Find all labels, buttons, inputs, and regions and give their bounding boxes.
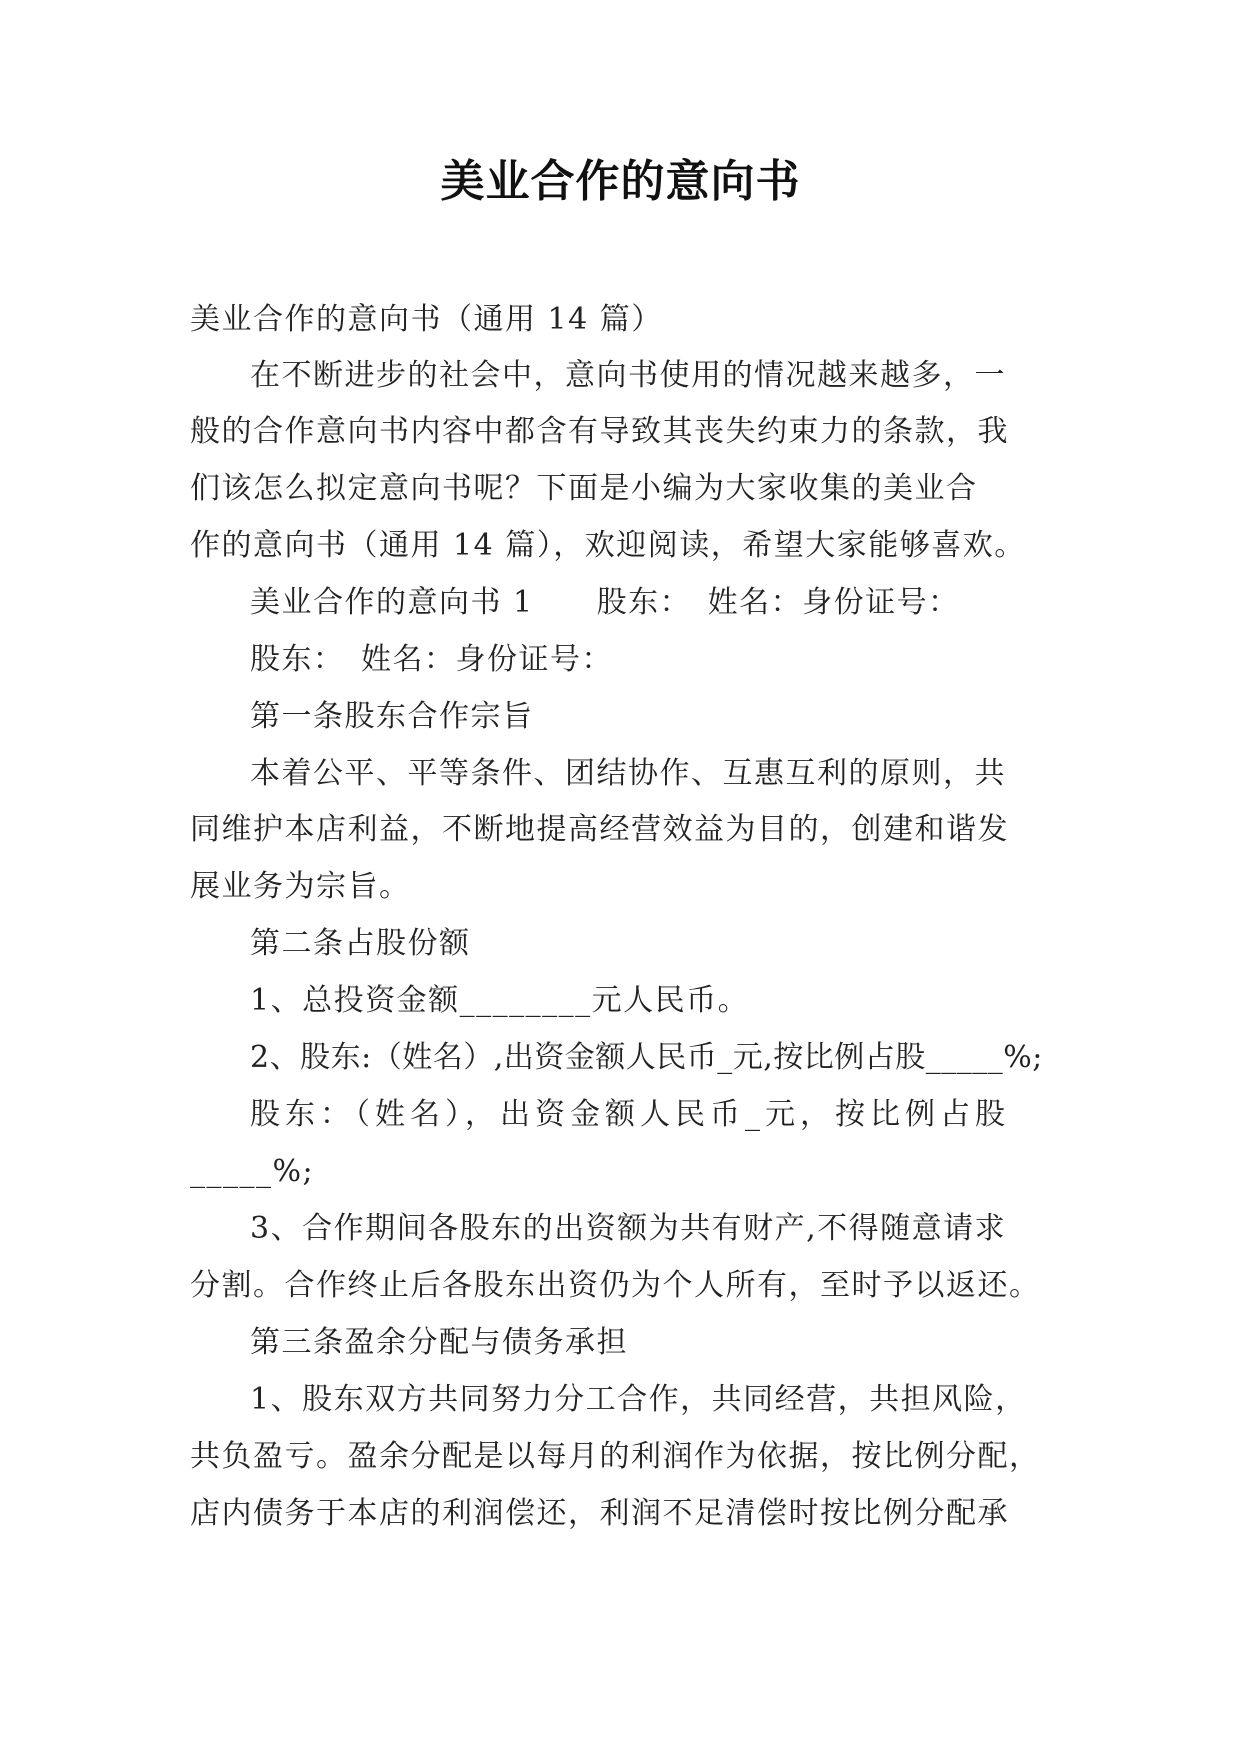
article-1-line-1: 本着公平、平等条件、团结协作、互惠互利的原则，共 — [250, 756, 1006, 791]
document-title: 美业合作的意向书 — [440, 156, 801, 207]
article-1-line-3: 展业务为宗旨。 — [190, 869, 411, 904]
article-3-heading: 第三条盈余分配与债务承担 — [250, 1325, 628, 1360]
article-2-item-2b: 股东：（姓名），出资金额人民币_元，按比例占股 — [250, 1097, 1010, 1132]
article-1-heading: 第一条股东合作宗旨 — [250, 699, 534, 734]
intro-line-2: 般的合作意向书内容中都含有导致其丧失约束力的条款，我 — [190, 414, 1009, 449]
article-2-item-1: 1、总投资金额________元人民币。 — [250, 983, 750, 1018]
article-3-item-1b: 共负盈亏。盈余分配是以每月的利润作为依据，按比例分配， — [190, 1439, 1041, 1474]
article-2-item-3: 3、合作期间各股东的出资额为共有财产,不得随意请求 — [250, 1211, 1007, 1246]
article-3-item-1: 1、股东双方共同努力分工合作，共同经营，共担风险， — [250, 1382, 1027, 1417]
section-heading-1: 美业合作的意向书 1 股东： 姓名：身份证号： — [250, 585, 960, 620]
intro-line-4: 作的意向书（通用 14 篇），欢迎阅读，希望大家能够喜欢。 — [190, 528, 1026, 563]
article-1-line-2: 同维护本店利益，不断地提高经营效益为目的，创建和谐发 — [190, 812, 1009, 847]
article-2-item-3b: 分割。合作终止后各股东出资仍为个人所有，至时予以返还。 — [190, 1268, 1041, 1303]
article-3-item-1c: 店内债务于本店的利润偿还，利润不足清偿时按比例分配承 — [190, 1496, 1009, 1531]
subtitle-line: 美业合作的意向书（通用 14 篇） — [190, 302, 663, 337]
article-2-item-2c: _____%; — [190, 1154, 315, 1189]
article-2-item-2: 2、股东:（姓名）,出资金额人民币_元,按比例占股_____%; — [250, 1040, 1043, 1075]
intro-line-3: 们该怎么拟定意向书呢？下面是小编为大家收集的美业合 — [190, 471, 978, 506]
article-2-heading: 第二条占股份额 — [250, 926, 471, 961]
intro-line-1: 在不断进步的社会中，意向书使用的情况越来越多，一 — [250, 358, 1006, 393]
shareholder-line: 股东： 姓名：身份证号： — [250, 642, 613, 677]
